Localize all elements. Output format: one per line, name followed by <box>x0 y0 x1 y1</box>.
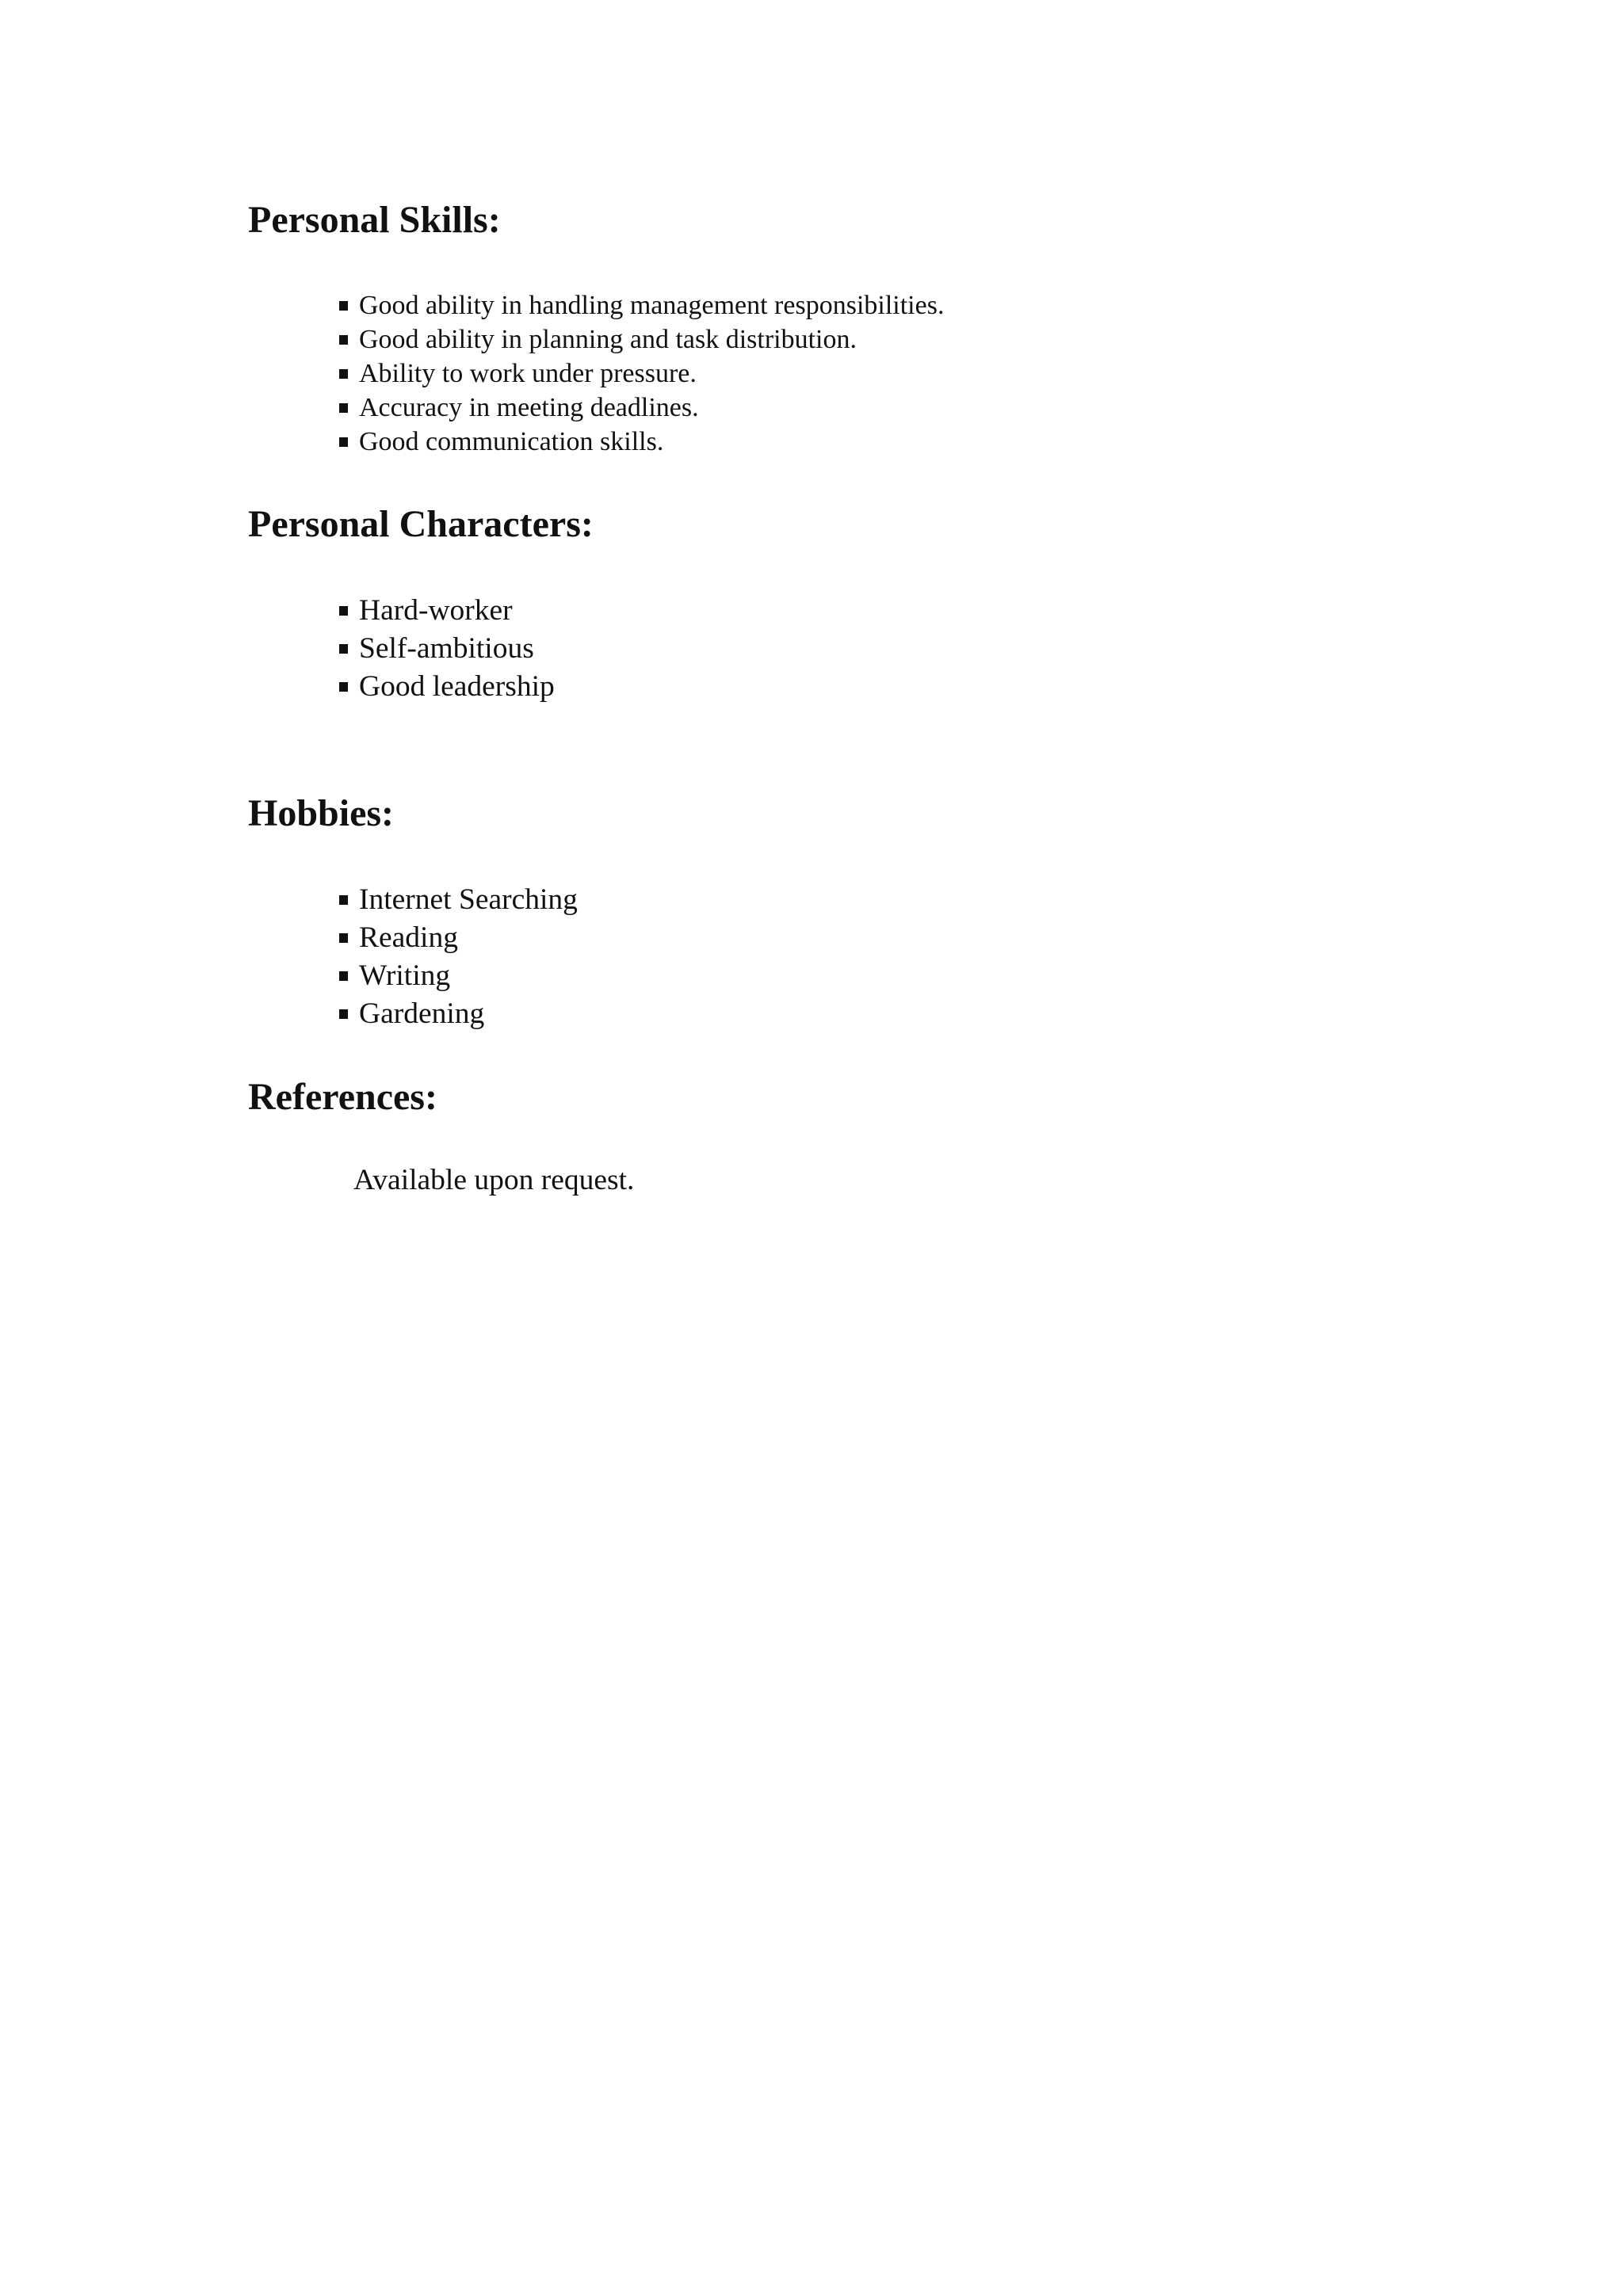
square-bullet-icon <box>339 971 348 981</box>
list-item-text: Accuracy in meeting deadlines. <box>359 393 699 422</box>
square-bullet-icon <box>339 403 348 413</box>
list-item <box>339 881 578 919</box>
list-item-text: Good leadership <box>359 670 555 703</box>
list-item <box>339 957 578 995</box>
square-bullet-icon <box>339 335 348 345</box>
list-item <box>339 357 944 391</box>
section-heading-references: References: <box>248 1076 437 1118</box>
square-bullet-icon <box>339 895 348 905</box>
section-heading-hobbies: Hobbies: <box>248 792 395 834</box>
list-item <box>339 668 555 706</box>
list-item-text: Internet Searching <box>359 883 578 916</box>
list-item-text: Good communication skills. <box>359 427 664 456</box>
list-item <box>339 425 944 459</box>
list-item-text: Self-ambitious <box>359 632 534 665</box>
personal-characters-list <box>339 592 555 706</box>
list-item-text: Hard-worker <box>359 594 513 627</box>
square-bullet-icon <box>339 933 348 943</box>
square-bullet-icon <box>339 301 348 311</box>
section-heading-personal-skills: Personal Skills: <box>248 199 501 241</box>
list-item-text: Writing <box>359 959 451 992</box>
list-item-text: Good ability in handling management responsibilities. <box>359 291 945 320</box>
list-item <box>339 322 944 357</box>
square-bullet-icon <box>339 606 348 616</box>
list-item <box>339 592 555 630</box>
square-bullet-icon <box>339 437 348 447</box>
list-item <box>339 630 555 668</box>
square-bullet-icon <box>339 369 348 379</box>
list-item <box>339 919 578 957</box>
references-text: Available upon request. <box>353 1164 635 1196</box>
section-heading-personal-characters: Personal Characters: <box>248 503 594 545</box>
list-item-text: Good ability in planning and task distribution. <box>359 325 857 354</box>
hobbies-list <box>339 881 578 1033</box>
square-bullet-icon <box>339 1009 348 1019</box>
list-item-text: Reading <box>359 921 458 954</box>
square-bullet-icon <box>339 682 348 692</box>
list-item-text: Gardening <box>359 997 485 1030</box>
square-bullet-icon <box>339 644 348 654</box>
list-item-text: Ability to work under pressure. <box>359 359 697 388</box>
list-item <box>339 391 944 425</box>
list-item <box>339 995 578 1033</box>
personal-skills-list <box>339 288 944 459</box>
list-item <box>339 288 944 322</box>
